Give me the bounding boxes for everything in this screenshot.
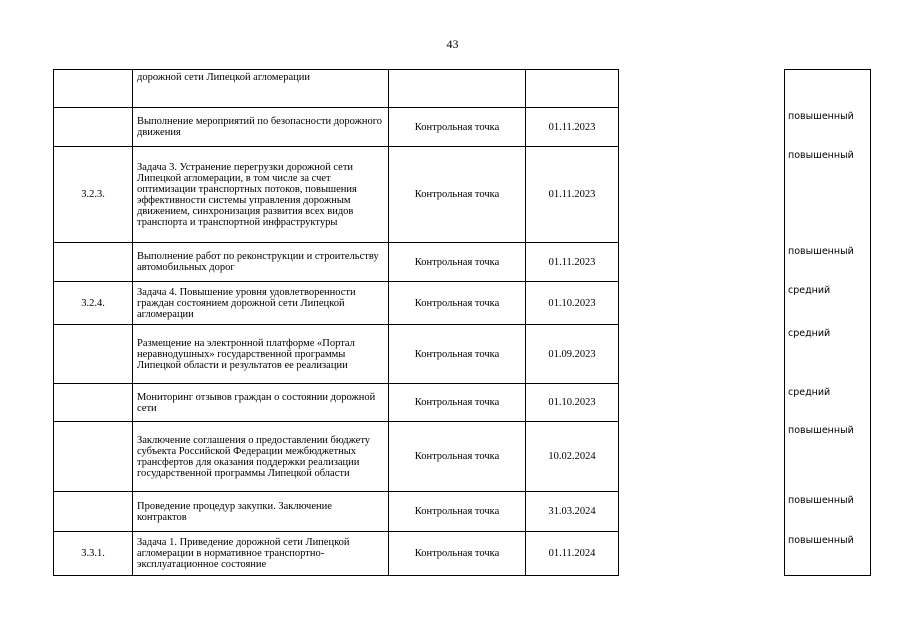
- row-description: Проведение процедур закупки. Заключение контрактов: [133, 492, 389, 532]
- row-description: Задача 4. Повышение уровня удовлетворенности граждан состоянием дорожной сети Липецкой агломерации: [133, 282, 389, 325]
- risk-level: повышенный: [785, 532, 871, 576]
- milestones-table: [53, 69, 619, 576]
- row-description: Задача 1. Приведение дорожной сети Липецкой агломерации в нормативное транспортно-эксплуатационное состояние: [133, 532, 389, 576]
- table-row: [54, 243, 619, 282]
- row-date: 01.10.2023: [526, 384, 619, 422]
- row-date: 10.02.2024: [526, 422, 619, 492]
- risk-level: средний: [785, 325, 871, 384]
- risk-level: повышенный: [785, 108, 871, 147]
- row-number: [54, 243, 133, 282]
- table-row: [785, 282, 871, 325]
- row-type: Контрольная точка: [389, 108, 526, 147]
- table-row: [54, 282, 619, 325]
- table-row: [785, 492, 871, 532]
- row-date: 01.11.2024: [526, 532, 619, 576]
- table-row: [785, 243, 871, 282]
- row-description: Размещение на электронной платформе «Портал неравнодушных» государственной программы Липецкой области и результатов ее реализации: [133, 325, 389, 384]
- row-number: [54, 422, 133, 492]
- row-description: дорожной сети Липецкой агломерации: [133, 70, 389, 108]
- table-row: [54, 325, 619, 384]
- row-description: Выполнение работ по реконструкции и строительству автомобильных дорог: [133, 243, 389, 282]
- row-date: 01.09.2023: [526, 325, 619, 384]
- row-date: [526, 70, 619, 108]
- row-description: Заключение соглашения о предоставлении бюджету субъекта Российской Федерации межбюджетных трансфертов для оказания поддержки реализации государственной программы Липецкой области: [133, 422, 389, 492]
- row-date: 01.11.2023: [526, 243, 619, 282]
- row-date: 31.03.2024: [526, 492, 619, 532]
- table-row: [785, 532, 871, 576]
- row-type: [389, 70, 526, 108]
- table-row: [54, 492, 619, 532]
- row-date: 01.11.2023: [526, 147, 619, 243]
- row-number: 3.2.4.: [54, 282, 133, 325]
- risk-level: [785, 70, 871, 108]
- table-row: [785, 147, 871, 243]
- page-number: 43: [446, 37, 459, 51]
- risk-level: средний: [785, 282, 871, 325]
- table-row: [54, 70, 619, 108]
- row-type: Контрольная точка: [389, 384, 526, 422]
- row-type: Контрольная точка: [389, 243, 526, 282]
- row-type: Контрольная точка: [389, 532, 526, 576]
- row-date: 01.11.2023: [526, 108, 619, 147]
- row-type: Контрольная точка: [389, 422, 526, 492]
- row-type: Контрольная точка: [389, 325, 526, 384]
- row-type: Контрольная точка: [389, 282, 526, 325]
- table-row: [785, 384, 871, 422]
- risk-level: повышенный: [785, 492, 871, 532]
- row-number: [54, 325, 133, 384]
- row-number: 3.3.1.: [54, 532, 133, 576]
- row-date: 01.10.2023: [526, 282, 619, 325]
- row-number: 3.2.3.: [54, 147, 133, 243]
- table-row: [785, 422, 871, 492]
- table-row: [54, 384, 619, 422]
- risk-level: повышенный: [785, 147, 871, 243]
- table-row: [785, 70, 871, 108]
- row-description: Выполнение мероприятий по безопасности дорожного движения: [133, 108, 389, 147]
- table-row: [785, 325, 871, 384]
- table-row: [54, 108, 619, 147]
- risk-level-column: [784, 69, 871, 576]
- row-description: Мониторинг отзывов граждан о состоянии дорожной сети: [133, 384, 389, 422]
- row-description: Задача 3. Устранение перегрузки дорожной сети Липецкой агломерации, в том числе за счет оптимизации транспортных потоков, повышения эффективности системы управления дорожным движением, синхронизация развития всех видов транспорта и транспортной инфраструктуры: [133, 147, 389, 243]
- table-row: [54, 532, 619, 576]
- risk-level: повышенный: [785, 422, 871, 492]
- row-number: [54, 108, 133, 147]
- row-type: Контрольная точка: [389, 492, 526, 532]
- row-type: Контрольная точка: [389, 147, 526, 243]
- table-row: [54, 422, 619, 492]
- risk-level: повышенный: [785, 243, 871, 282]
- row-number: [54, 384, 133, 422]
- table-row: [54, 147, 619, 243]
- row-number: [54, 492, 133, 532]
- table-row: [785, 108, 871, 147]
- row-number: [54, 70, 133, 108]
- risk-level: средний: [785, 384, 871, 422]
